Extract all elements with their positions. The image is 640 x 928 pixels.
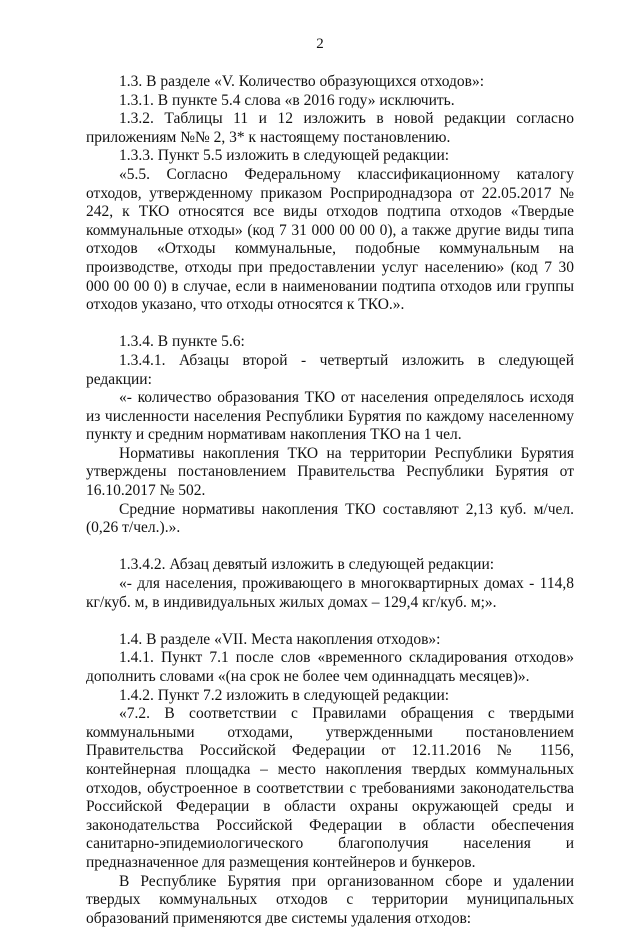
paragraph-tko-norms: Нормативы накопления ТКО на территории Республики Бурятия утверждены постановлением Правительства Республики Бурятия от 16.10.2017 № 502. bbox=[86, 444, 574, 500]
document-body bbox=[86, 73, 574, 928]
paragraph-1-3-1: 1.3.1. В пункте 5.4 слова «в 2016 году» исключить. bbox=[119, 91, 455, 109]
paragraph-tko-average: Средние нормативы накопления ТКО составляют 2,13 куб. м/чел. (0,26 т/чел.).». bbox=[86, 500, 574, 537]
paragraph-1-3-2: 1.3.2. Таблицы 11 и 12 изложить в новой редакции согласно приложениям №№ 2, 3* к настоящему постановлению. bbox=[86, 110, 574, 146]
paragraph-1-3-3: 1.3.3. Пункт 5.5 изложить в следующей редакции: bbox=[119, 147, 450, 165]
paragraph-1-4-1: 1.4.1. Пункт 7.1 после слов «временного складирования отходов» дополнить словами «(на срок не более чем одиннадцать месяцев)». bbox=[86, 649, 574, 685]
paragraph-7-2-quote: «7.2. В соответствии с Правилами обращения с твердыми коммунальными отходами, утвержденными постановлением Правительства Российской Федерации от 12.11.2016 № 1156, контейнерная площадка – место накопления твердых коммунальных отходов, обустроенное в соответствии с требованиями законодательства Российской Федерации в области охраны окружающей среды и законодательства Российской Федерации в области обеспечения санитарно-эпидемиологического благополучия населения и предназначенное для размещения контейнеров и бункеров. bbox=[86, 705, 574, 871]
paragraph-1-3-4-2: 1.3.4.2. Абзац девятый изложить в следующей редакции: bbox=[119, 556, 495, 574]
paragraph-1-3-4: 1.3.4. В пункте 5.6: bbox=[119, 333, 245, 351]
paragraph-1-4-2: 1.4.2. Пункт 7.2 изложить в следующей редакции: bbox=[119, 686, 450, 704]
paragraph-density: «- для населения, проживающего в многоквартирных домах - 114,8 кг/куб. м, в индивидуальных жилых домах – 129,4 кг/куб. м;». bbox=[86, 575, 574, 611]
paragraph-5-5-quote: «5.5. Согласно Федеральному классификационному каталогу отходов, утвержденному приказом Росприроднадзора от 22.05.2017 № 242, к ТКО относятся все виды отходов подтипа отходов «Твердые коммунальные отходы» (код 7 31 000 00 00 0), а также другие виды типа отходов «Отходы коммунальные, подобные коммунальным на производстве, отходы при предоставлении услуг населению» (код 7 30 000 00 00 0) в случае, если в наименовании подтипа отходов или группы отходов указано, что отходы относятся к ТКО.». bbox=[86, 165, 574, 314]
paragraph-1-3-4-1: 1.3.4.1. Абзацы второй - четвертый изложить в следующей редакции: bbox=[86, 351, 574, 388]
paragraph-1-4: 1.4. В разделе «VII. Места накопления отходов»: bbox=[119, 630, 441, 648]
paragraph-buryatia-systems: В Республике Бурятия при организованном сборе и удалении твердых коммунальных отходов с территории муниципальных образований применяются две системы удаления отходов: bbox=[86, 872, 574, 927]
paragraph-1-3: 1.3. В разделе «V. Количество образующихся отходов»: bbox=[119, 73, 485, 90]
page-number: 2 bbox=[316, 36, 324, 52]
paragraph-tko-population: «- количество образования ТКО от населения определялось исходя из численности населения Республики Бурятия по каждому населенному пункту и средним нормативам накопления ТКО на 1 чел. bbox=[86, 389, 574, 444]
